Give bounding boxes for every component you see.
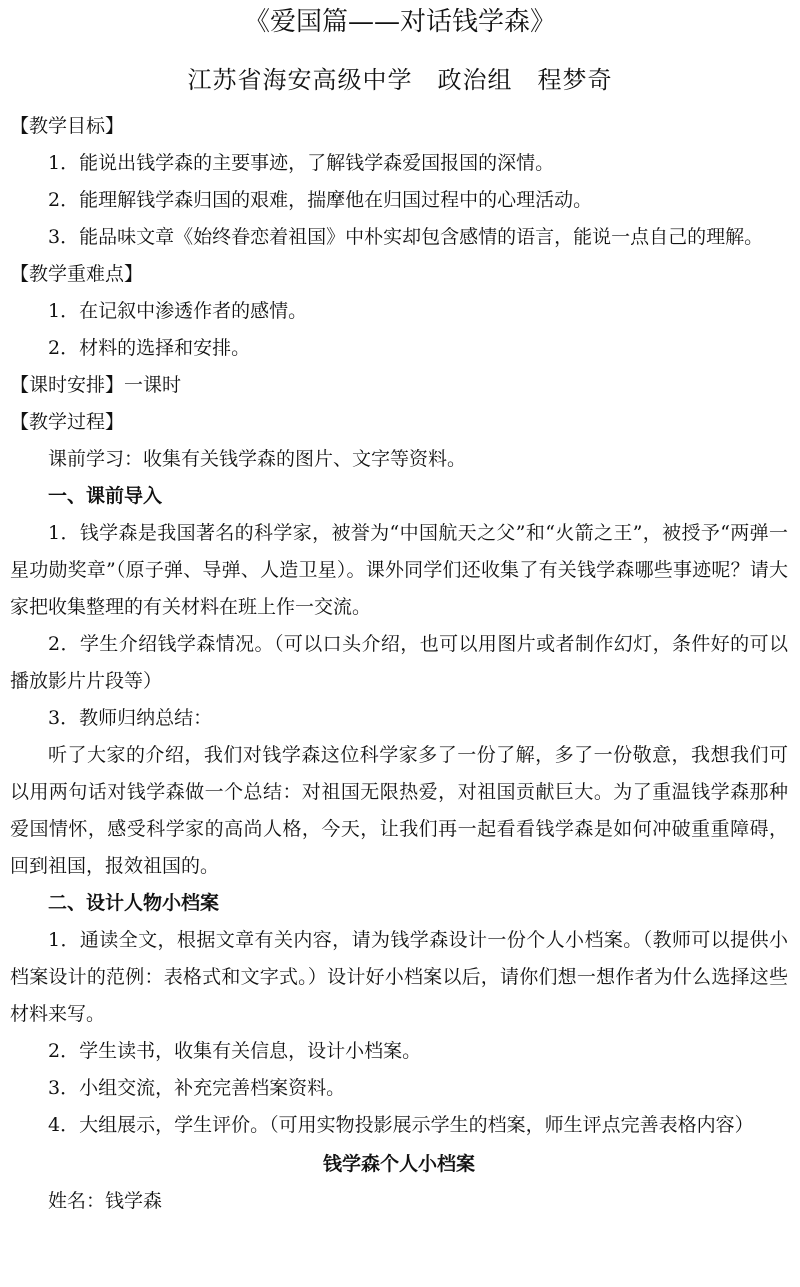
objective-item: 2．能理解钱学森归国的艰难，揣摩他在归国过程中的心理活动。 bbox=[48, 189, 593, 211]
part2-item: 3．小组交流，补充完善档案资料。 bbox=[48, 1077, 346, 1099]
key-point-item: 1．在记叙中渗透作者的感情。 bbox=[48, 300, 308, 322]
schedule-line bbox=[10, 367, 788, 404]
schedule-heading: 【课时安排】 bbox=[10, 374, 125, 396]
part1-summary: 听了大家的介绍，我们对钱学森这位科学家多了一份了解，多了一份敬意，我想我们可以用两句话对钱学森做一个总结：对祖国无限热爱，对祖国贡献巨大。为了重温钱学森那种爱国情怀，感受科学家的高尚人格，今天，让我们再一起看看钱学森是如何冲破重重障碍，回到祖国，报效祖国的。 bbox=[10, 744, 788, 877]
profile-name-line: 姓名：钱学森 bbox=[48, 1190, 163, 1212]
objective-item: 1．能说出钱学森的主要事迹，了解钱学森爱国报国的深情。 bbox=[48, 152, 555, 174]
document-body bbox=[10, 108, 788, 1220]
profile-title: 钱学森个人小档案 bbox=[322, 1153, 475, 1175]
preclass-note: 课前学习：收集有关钱学森的图片、文字等资料。 bbox=[48, 448, 467, 470]
part1-item: 1．钱学森是我国著名的科学家，被誉为“中国航天之父”和“火箭之王”，被授予“两弹一星功勋奖章”（原子弹、导弹、人造卫星）。课外同学们还收集了有关钱学森哪些事迹呢？请大家把收集整理的有关材料在班上作一交流。 bbox=[10, 522, 788, 618]
part1-heading: 一、课前导入 bbox=[48, 485, 163, 507]
key-point-item: 2．材料的选择和安排。 bbox=[48, 337, 251, 359]
part2-item: 2．学生读书，收集有关信息，设计小档案。 bbox=[48, 1040, 422, 1062]
document-title: 《爱国篇——对话钱学森》 bbox=[243, 7, 556, 37]
part2-heading: 二、设计人物小档案 bbox=[48, 892, 220, 914]
key-points-heading: 【教学重难点】 bbox=[10, 263, 144, 285]
part1-item: 2．学生介绍钱学森情况。（可以口头介绍，也可以用图片或者制作幻灯，条件好的可以播放影片片段等） bbox=[10, 633, 788, 692]
part2-item: 1．通读全文，根据文章有关内容，请为钱学森设计一份个人小档案。（教师可以提供小档案设计的范例：表格式和文字式。）设计好小档案以后，请你们想一想作者为什么选择这些材料来写。 bbox=[10, 929, 788, 1025]
part1-item: 3．教师归纳总结： bbox=[48, 707, 213, 729]
part2-item: 4．大组展示，学生评价。（可用实物投影展示学生的档案，师生评点完善表格内容） bbox=[48, 1114, 754, 1136]
objectives-heading: 【教学目标】 bbox=[10, 115, 125, 137]
process-heading: 【教学过程】 bbox=[10, 411, 125, 433]
schedule-value: 一课时 bbox=[124, 374, 182, 396]
author-line: 江苏省海安高级中学 政治组 程梦奇 bbox=[187, 66, 613, 94]
objective-item: 3．能品味文章《始终眷恋着祖国》中朴实却包含感情的语言，能说一点自己的理解。 bbox=[48, 226, 764, 248]
